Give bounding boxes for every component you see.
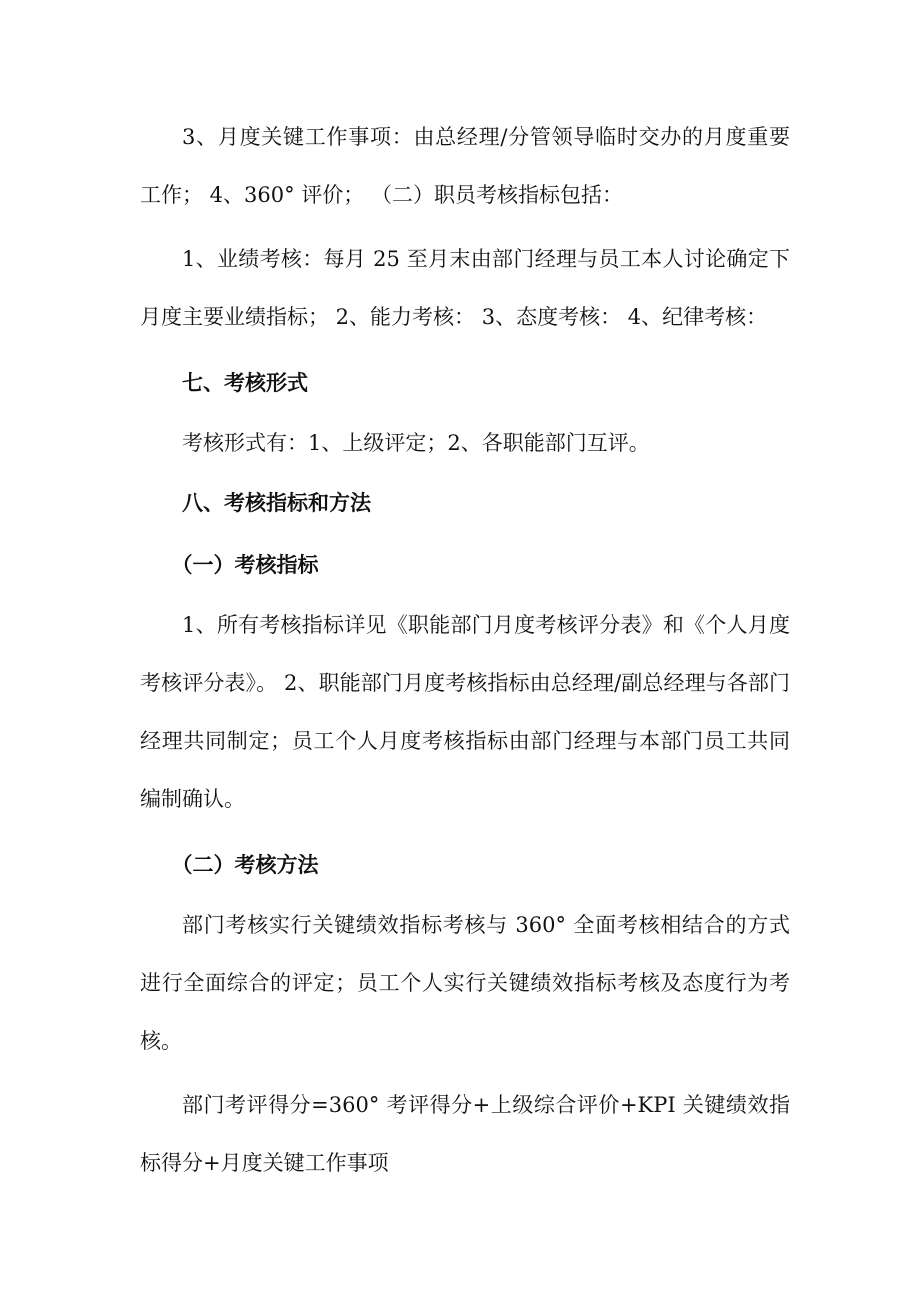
heading-assessment-form: 七、考核形式 <box>182 370 308 395</box>
paragraph-score-formula: 部门考评得分=360° 考评得分+上级综合评价+KPI 关键绩效指标得分+月度关键工作事项 <box>140 1093 790 1175</box>
paragraph-staff-indicators: 1、业绩考核：每月 25 至月末由部门经理与员工本人讨论确定下月度主要业绩指标； 2、能力考核： 3、态度考核： 4、纪律考核： <box>140 247 790 329</box>
subheading-methods: （二）考核方法 <box>171 852 319 877</box>
top-margin <box>140 0 790 108</box>
paragraph-assessment-form: 考核形式有：1、上级评定；2、各职能部门互评。 <box>182 431 650 455</box>
subheading-indicators: （一）考核指标 <box>171 552 319 577</box>
paragraph-indicators: 1、所有考核指标详见《职能部门月度考核评分表》和《个人月度考核评分表》。 2、职能部门月度考核指标由总经理/副总经理与各部门经理共同制定；员工个人月度考核指标由部门经理与本部门员工共同编制确认。 <box>140 613 790 811</box>
paragraph-methods: 部门考核实行关键绩效指标考核与 360° 全面考核相结合的方式进行全面综合的评定；员工个人实行关键绩效指标考核及态度行为考核。 <box>140 913 790 1053</box>
heading-indicators-and-methods: 八、考核指标和方法 <box>182 490 371 515</box>
paragraph-monthly-key-work: 3、月度关键工作事项：由总经理/分管领导临时交办的月度重要工作； 4、360° 评价； （二）职员考核指标包括： <box>140 125 790 207</box>
